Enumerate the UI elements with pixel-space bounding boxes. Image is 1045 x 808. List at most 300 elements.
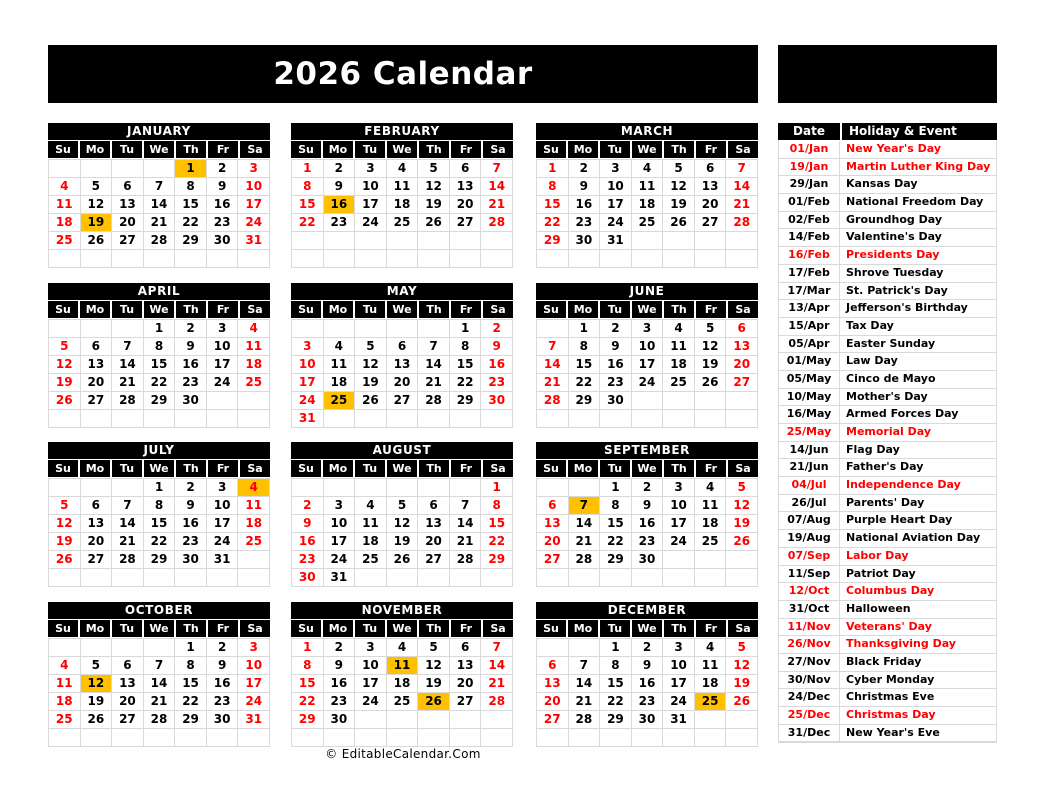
holiday-event: Armed Forces Day	[846, 407, 959, 421]
day-cell	[450, 410, 481, 427]
day-cell: 13	[695, 178, 726, 195]
month-february	[291, 123, 513, 268]
day-cell: 12	[726, 497, 757, 514]
day-cell	[387, 711, 418, 728]
day-cell: 18	[49, 214, 80, 231]
holiday-row	[779, 141, 996, 159]
day-cell: 16	[481, 356, 512, 373]
day-cell: 6	[112, 657, 143, 674]
day-cell	[355, 250, 386, 267]
day-cell	[387, 320, 418, 337]
day-cell: 25	[387, 693, 418, 710]
day-cell: 2	[207, 160, 238, 177]
day-cell: 28	[569, 711, 600, 728]
day-cell	[144, 410, 175, 427]
day-cell: 29	[481, 551, 512, 568]
day-cell: 22	[144, 533, 175, 550]
day-cell: 14	[569, 675, 600, 692]
day-cell: 19	[49, 374, 80, 391]
day-cell	[726, 250, 757, 267]
day-cell: 8	[144, 497, 175, 514]
day-cell: 8	[537, 178, 568, 195]
holiday-row	[779, 459, 996, 477]
weekday-label: Tu	[112, 301, 142, 318]
day-cell: 13	[387, 356, 418, 373]
day-cell: 2	[324, 639, 355, 656]
weekday-label: Tu	[600, 460, 630, 477]
holiday-event: Independence Day	[846, 478, 961, 492]
month-may	[291, 283, 513, 428]
weekday-label: Fr	[451, 301, 481, 318]
day-cell: 29	[175, 711, 206, 728]
weekday-label: Sa	[728, 141, 758, 158]
weekday-label: Tu	[600, 301, 630, 318]
holiday-event: Cyber Monday	[846, 672, 935, 686]
day-cell	[663, 232, 694, 249]
day-cell: 30	[207, 711, 238, 728]
day-cell: 13	[450, 657, 481, 674]
day-cell: 22	[292, 693, 323, 710]
day-cell: 18	[355, 533, 386, 550]
day-cell: 11	[49, 675, 80, 692]
day-cell	[663, 729, 694, 746]
day-cell: 31	[292, 410, 323, 427]
day-cell: 29	[569, 392, 600, 409]
day-cell: 6	[537, 497, 568, 514]
day-cell: 21	[144, 693, 175, 710]
day-cell	[663, 392, 694, 409]
holiday-event: St. Patrick's Day	[846, 283, 948, 297]
day-cell: 4	[49, 657, 80, 674]
day-cell: 12	[355, 356, 386, 373]
holiday-event: Kansas Day	[846, 177, 918, 191]
holiday-row	[779, 424, 996, 442]
day-cell: 10	[207, 338, 238, 355]
day-cell: 26	[81, 232, 112, 249]
day-cell: 14	[112, 515, 143, 532]
day-cell	[175, 410, 206, 427]
day-cell	[537, 569, 568, 586]
weekday-label: Mo	[80, 460, 110, 477]
day-cell: 23	[481, 374, 512, 391]
weekday-label: Mo	[80, 141, 110, 158]
day-cell: 24	[355, 214, 386, 231]
day-cell: 17	[663, 675, 694, 692]
weekday-label: Su	[291, 141, 321, 158]
day-cell: 8	[292, 657, 323, 674]
day-cell: 31	[238, 711, 269, 728]
holiday-date: 16/Feb	[779, 247, 840, 264]
holiday-row	[779, 212, 996, 230]
day-cell	[355, 569, 386, 586]
day-cell	[81, 639, 112, 656]
holiday-row	[779, 654, 996, 672]
day-cell: 20	[726, 356, 757, 373]
weekday-label: We	[387, 460, 417, 477]
day-cell: 28	[418, 392, 449, 409]
day-cell	[481, 232, 512, 249]
day-cell: 30	[207, 232, 238, 249]
day-grid	[48, 319, 270, 428]
highlighted-day-cell: 11	[387, 657, 418, 674]
day-cell: 8	[569, 338, 600, 355]
day-cell	[632, 569, 663, 586]
day-cell	[207, 410, 238, 427]
day-cell: 7	[726, 160, 757, 177]
day-cell	[537, 479, 568, 496]
day-cell	[112, 320, 143, 337]
day-cell	[81, 160, 112, 177]
day-cell: 11	[238, 497, 269, 514]
weekday-label: Sa	[240, 620, 270, 637]
day-cell: 28	[569, 551, 600, 568]
day-cell: 24	[238, 693, 269, 710]
day-cell: 26	[49, 392, 80, 409]
holiday-row	[779, 406, 996, 424]
day-cell: 10	[355, 657, 386, 674]
day-cell: 13	[112, 196, 143, 213]
day-cell: 14	[726, 178, 757, 195]
day-cell: 1	[481, 479, 512, 496]
day-cell: 18	[238, 356, 269, 373]
day-cell: 31	[207, 551, 238, 568]
highlighted-day-cell: 7	[569, 497, 600, 514]
day-cell: 22	[537, 214, 568, 231]
weekday-label: Fr	[451, 460, 481, 477]
holiday-date: 12/Oct	[779, 583, 840, 600]
holiday-date: 07/Aug	[779, 512, 840, 529]
month-march	[536, 123, 758, 268]
holiday-event: Jefferson's Birthday	[846, 301, 968, 315]
holiday-row	[779, 583, 996, 601]
day-cell	[418, 479, 449, 496]
highlighted-day-cell: 16	[324, 196, 355, 213]
day-cell	[726, 569, 757, 586]
day-cell	[695, 410, 726, 427]
day-cell	[663, 250, 694, 267]
day-cell: 30	[175, 551, 206, 568]
weekday-label: We	[144, 301, 174, 318]
holiday-row	[779, 530, 996, 548]
day-cell: 22	[600, 533, 631, 550]
weekday-label: Su	[536, 460, 566, 477]
day-cell	[324, 232, 355, 249]
day-cell: 6	[537, 657, 568, 674]
day-cell	[450, 569, 481, 586]
day-cell: 27	[81, 551, 112, 568]
weekday-label: Mo	[80, 620, 110, 637]
day-cell	[207, 569, 238, 586]
holiday-event: Father's Day	[846, 460, 924, 474]
day-cell: 10	[663, 497, 694, 514]
day-cell: 10	[207, 497, 238, 514]
weekday-label: Fr	[208, 141, 238, 158]
day-cell: 30	[324, 711, 355, 728]
day-cell	[569, 729, 600, 746]
holiday-row	[779, 566, 996, 584]
day-cell	[238, 551, 269, 568]
day-cell: 22	[292, 214, 323, 231]
footer-credit: © EditableCalendar.Com	[325, 747, 481, 761]
day-cell: 17	[238, 196, 269, 213]
day-cell: 11	[632, 178, 663, 195]
day-cell	[695, 232, 726, 249]
day-cell: 3	[663, 639, 694, 656]
day-cell	[481, 711, 512, 728]
holiday-row	[779, 477, 996, 495]
day-cell: 17	[324, 533, 355, 550]
month-title: AUGUST	[291, 442, 513, 459]
holiday-date: 02/Feb	[779, 212, 840, 229]
day-cell	[695, 729, 726, 746]
day-cell	[481, 729, 512, 746]
holiday-date: 01/May	[779, 353, 840, 370]
weekday-label: Fr	[696, 620, 726, 637]
day-cell: 24	[355, 693, 386, 710]
weekday-label: Mo	[568, 301, 598, 318]
day-cell: 26	[726, 533, 757, 550]
day-cell: 27	[726, 374, 757, 391]
day-cell: 20	[450, 196, 481, 213]
month-title: DECEMBER	[536, 602, 758, 619]
holiday-event: Law Day	[846, 354, 898, 368]
day-cell: 15	[144, 515, 175, 532]
day-cell: 2	[600, 320, 631, 337]
holiday-row	[779, 300, 996, 318]
day-cell	[207, 250, 238, 267]
weekday-label: Tu	[112, 620, 142, 637]
weekday-label: Su	[291, 460, 321, 477]
day-cell: 19	[726, 515, 757, 532]
day-cell: 13	[418, 515, 449, 532]
holiday-date: 26/Jul	[779, 495, 840, 512]
holiday-event: Purple Heart Day	[846, 513, 953, 527]
day-cell: 15	[600, 675, 631, 692]
day-cell: 5	[355, 338, 386, 355]
day-cell: 22	[175, 214, 206, 231]
holiday-event: Black Friday	[846, 654, 922, 668]
holiday-date: 24/Dec	[779, 689, 840, 706]
day-cell: 26	[726, 693, 757, 710]
day-cell	[112, 250, 143, 267]
day-cell: 2	[207, 639, 238, 656]
weekday-label: Tu	[355, 301, 385, 318]
day-cell: 27	[112, 711, 143, 728]
day-cell: 7	[418, 338, 449, 355]
day-cell: 12	[726, 657, 757, 674]
day-cell: 18	[387, 675, 418, 692]
holiday-row	[779, 601, 996, 619]
day-cell	[726, 551, 757, 568]
holiday-event: New Year's Eve	[846, 725, 940, 739]
day-cell: 14	[569, 515, 600, 532]
day-cell	[112, 729, 143, 746]
weekday-label: We	[632, 460, 662, 477]
day-cell: 11	[324, 356, 355, 373]
day-cell: 21	[726, 196, 757, 213]
holiday-event: Easter Sunday	[846, 336, 936, 350]
day-cell: 20	[81, 533, 112, 550]
day-cell: 5	[726, 639, 757, 656]
day-cell: 7	[481, 639, 512, 656]
day-cell	[292, 250, 323, 267]
highlighted-day-cell: 4	[238, 479, 269, 496]
weekday-label: Sa	[728, 301, 758, 318]
day-cell: 25	[695, 533, 726, 550]
day-cell	[695, 392, 726, 409]
weekday-label: Th	[664, 301, 694, 318]
day-cell: 5	[49, 497, 80, 514]
weekday-label: Fr	[451, 620, 481, 637]
day-cell: 27	[418, 551, 449, 568]
day-cell: 12	[663, 178, 694, 195]
holiday-event: Christmas Eve	[846, 690, 935, 704]
day-cell: 15	[175, 196, 206, 213]
holiday-date: 27/Nov	[779, 654, 840, 671]
day-cell: 20	[537, 533, 568, 550]
weekday-label: Su	[48, 460, 78, 477]
day-cell: 5	[695, 320, 726, 337]
day-cell: 28	[144, 232, 175, 249]
day-cell: 24	[238, 214, 269, 231]
day-cell: 31	[663, 711, 694, 728]
day-cell	[292, 479, 323, 496]
day-cell: 9	[632, 497, 663, 514]
day-cell: 17	[238, 675, 269, 692]
day-cell	[569, 569, 600, 586]
month-title: APRIL	[48, 283, 270, 300]
day-cell	[144, 569, 175, 586]
day-cell: 3	[632, 320, 663, 337]
day-cell: 4	[387, 639, 418, 656]
highlighted-day-cell: 25	[695, 693, 726, 710]
day-cell: 12	[695, 338, 726, 355]
day-cell	[418, 320, 449, 337]
day-cell: 19	[387, 533, 418, 550]
day-cell: 21	[144, 214, 175, 231]
weekday-label: Tu	[355, 620, 385, 637]
weekday-label: We	[387, 141, 417, 158]
day-cell	[569, 250, 600, 267]
day-cell: 23	[207, 214, 238, 231]
day-cell	[355, 320, 386, 337]
day-cell	[81, 250, 112, 267]
day-cell: 14	[481, 657, 512, 674]
day-cell: 13	[726, 338, 757, 355]
day-cell: 6	[726, 320, 757, 337]
day-cell	[324, 320, 355, 337]
holiday-event: Shrove Tuesday	[846, 265, 944, 279]
day-grid	[291, 478, 513, 587]
day-cell: 23	[175, 533, 206, 550]
day-cell: 26	[695, 374, 726, 391]
day-cell: 25	[49, 711, 80, 728]
day-cell: 5	[387, 497, 418, 514]
day-cell: 12	[418, 178, 449, 195]
day-cell: 29	[144, 392, 175, 409]
day-cell: 27	[81, 392, 112, 409]
holiday-date: 01/Feb	[779, 194, 840, 211]
day-cell	[175, 250, 206, 267]
weekday-label: Sa	[483, 141, 513, 158]
day-cell: 4	[387, 160, 418, 177]
holiday-row	[779, 159, 996, 177]
weekday-label: Tu	[600, 620, 630, 637]
day-cell: 25	[238, 374, 269, 391]
day-cell: 9	[600, 338, 631, 355]
day-cell	[418, 569, 449, 586]
weekday-label: We	[144, 141, 174, 158]
day-cell: 24	[663, 693, 694, 710]
day-cell: 18	[695, 515, 726, 532]
day-cell	[632, 729, 663, 746]
day-cell	[144, 639, 175, 656]
holiday-event: Halloween	[846, 601, 911, 615]
highlighted-day-cell: 1	[175, 160, 206, 177]
weekday-header-row	[48, 460, 270, 477]
day-cell	[387, 569, 418, 586]
month-april	[48, 283, 270, 428]
day-cell: 5	[663, 160, 694, 177]
weekday-label: We	[144, 620, 174, 637]
day-cell	[49, 639, 80, 656]
day-cell	[569, 479, 600, 496]
day-cell: 25	[387, 214, 418, 231]
day-cell: 11	[695, 497, 726, 514]
weekday-label: Tu	[112, 141, 142, 158]
day-cell	[663, 551, 694, 568]
day-cell: 12	[418, 657, 449, 674]
weekday-label: Sa	[483, 301, 513, 318]
day-cell	[112, 410, 143, 427]
day-cell	[695, 551, 726, 568]
day-cell: 29	[144, 551, 175, 568]
day-cell: 20	[695, 196, 726, 213]
day-cell: 12	[49, 356, 80, 373]
day-cell: 17	[292, 374, 323, 391]
weekday-label: Su	[291, 301, 321, 318]
day-cell: 27	[695, 214, 726, 231]
day-grid	[536, 638, 758, 747]
day-cell: 5	[81, 178, 112, 195]
day-cell	[238, 392, 269, 409]
day-cell	[726, 232, 757, 249]
day-cell	[600, 729, 631, 746]
day-cell: 11	[355, 515, 386, 532]
day-cell	[450, 729, 481, 746]
day-cell: 14	[144, 675, 175, 692]
day-cell: 24	[663, 533, 694, 550]
day-cell: 8	[600, 657, 631, 674]
day-cell	[481, 569, 512, 586]
holiday-event: Columbus Day	[846, 584, 935, 598]
weekday-label: Th	[176, 620, 206, 637]
day-cell: 7	[537, 338, 568, 355]
day-cell	[600, 569, 631, 586]
day-cell: 30	[292, 569, 323, 586]
day-cell	[324, 250, 355, 267]
holiday-date: 07/Sep	[779, 548, 840, 565]
day-cell: 19	[418, 196, 449, 213]
day-cell: 7	[112, 497, 143, 514]
day-cell	[537, 639, 568, 656]
holiday-row	[779, 194, 996, 212]
weekday-label: Th	[664, 460, 694, 477]
day-cell: 14	[481, 178, 512, 195]
holiday-date: 26/Nov	[779, 636, 840, 653]
weekday-label: Fr	[696, 141, 726, 158]
day-cell	[144, 160, 175, 177]
